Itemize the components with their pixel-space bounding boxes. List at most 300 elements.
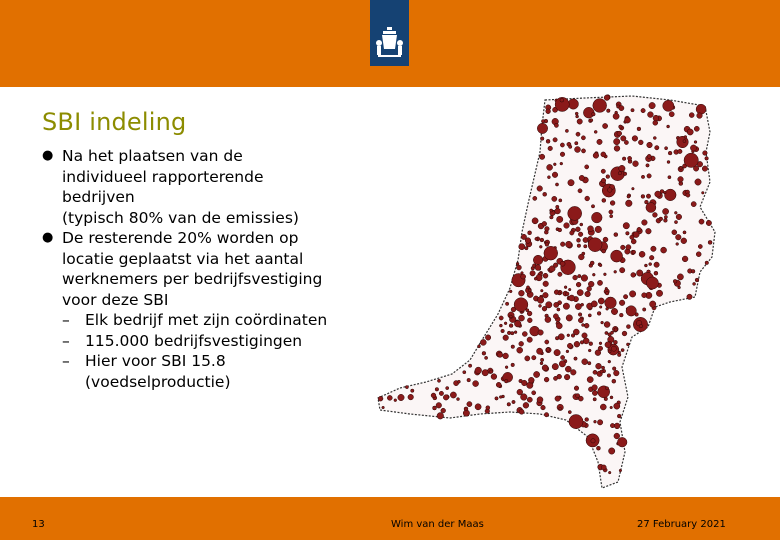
company-location-dot <box>653 213 658 218</box>
company-location-dot <box>632 187 635 190</box>
company-location-dot <box>537 297 544 304</box>
company-location-dot <box>561 355 565 359</box>
company-location-dot <box>550 209 553 212</box>
company-location-dot <box>604 397 608 401</box>
company-location-dot <box>612 379 616 383</box>
company-location-dot <box>537 123 547 133</box>
company-location-dot <box>610 406 613 409</box>
company-location-dot <box>541 120 544 123</box>
company-location-dot <box>547 164 553 170</box>
company-location-dot <box>568 180 574 186</box>
company-location-dot <box>672 230 677 235</box>
company-location-dot <box>619 106 624 111</box>
company-location-dot <box>532 391 536 395</box>
company-location-dot <box>601 465 606 470</box>
company-location-dot <box>686 193 690 197</box>
company-location-dot <box>545 227 550 232</box>
company-location-dot <box>535 237 538 240</box>
subbullet-line: 115.000 bedrijfsvestigingen <box>85 331 303 350</box>
company-location-dot <box>605 331 608 334</box>
company-location-dot <box>582 252 585 255</box>
company-location-dot <box>499 396 502 399</box>
company-location-dot <box>691 202 696 207</box>
company-location-dot <box>650 301 656 307</box>
company-location-dot <box>540 137 544 141</box>
bullet-line: voor deze SBI <box>62 290 169 309</box>
company-location-dot <box>653 115 659 121</box>
company-location-dot <box>664 219 668 223</box>
company-location-dot <box>576 394 580 398</box>
company-location-dot <box>439 391 443 395</box>
company-location-dot <box>581 275 588 282</box>
company-location-dot <box>582 333 587 338</box>
company-location-dot <box>537 186 543 192</box>
company-location-dot <box>546 139 550 143</box>
company-location-dot <box>655 191 661 197</box>
bullet-item <box>42 228 382 310</box>
company-location-dot <box>486 406 490 410</box>
company-location-dot <box>583 237 588 242</box>
company-location-dot <box>575 142 578 145</box>
company-location-dot <box>619 313 623 317</box>
company-location-dot <box>567 334 570 337</box>
company-location-dot <box>606 307 609 310</box>
company-location-dot <box>578 232 583 237</box>
company-location-dot <box>535 265 541 271</box>
company-location-dot <box>577 290 583 296</box>
company-location-dot <box>475 367 482 374</box>
company-location-dot <box>507 403 511 407</box>
company-location-dot <box>588 238 602 252</box>
company-location-dot <box>589 342 593 346</box>
company-location-dot <box>431 393 436 398</box>
company-location-dot <box>575 147 581 153</box>
company-location-dot <box>593 370 597 374</box>
company-location-dot <box>485 356 488 359</box>
footer-date: 27 February 2021 <box>637 519 726 530</box>
company-location-dot <box>539 304 542 307</box>
company-location-dot <box>653 137 656 140</box>
company-location-dot <box>537 348 543 354</box>
company-location-dot <box>491 374 497 380</box>
company-location-dot <box>570 231 574 235</box>
company-location-dot <box>684 136 687 139</box>
company-location-dot <box>566 350 569 353</box>
company-location-dot <box>655 146 659 150</box>
bullet-line: De resterende 20% worden op <box>62 229 299 247</box>
company-location-dot <box>463 371 466 374</box>
company-location-dot <box>646 277 658 289</box>
company-location-dot <box>696 104 706 114</box>
company-location-dot <box>698 244 702 248</box>
company-location-dot <box>599 342 602 345</box>
company-location-dot <box>516 265 521 270</box>
bullet-dot-icon: ● <box>42 230 54 245</box>
company-location-dot <box>614 423 620 429</box>
company-location-dot <box>623 295 627 299</box>
company-location-dot <box>539 245 542 248</box>
company-location-dot <box>689 113 694 118</box>
company-location-dot <box>565 366 571 372</box>
company-location-dot <box>592 390 597 395</box>
company-location-dot <box>639 324 643 328</box>
company-location-dot <box>600 404 606 410</box>
company-location-dot <box>499 324 502 327</box>
company-location-dot <box>577 244 581 248</box>
company-location-dot <box>639 251 645 257</box>
company-location-dot <box>681 238 687 244</box>
company-location-dot <box>610 396 613 399</box>
subbullet-line: (voedselproductie) <box>85 372 231 391</box>
company-location-dot <box>575 112 578 115</box>
company-location-dot <box>441 408 446 413</box>
company-location-dot <box>667 161 670 164</box>
bullet-line: bedrijven <box>62 188 135 206</box>
company-location-dot <box>527 397 532 402</box>
company-location-dot <box>503 353 509 359</box>
company-location-dot <box>632 250 636 254</box>
company-location-dot <box>649 255 654 260</box>
company-location-dot <box>598 298 604 304</box>
company-location-dot <box>626 245 631 250</box>
company-location-dot <box>678 177 684 183</box>
company-location-dot <box>649 102 655 108</box>
company-location-dot <box>656 290 662 296</box>
company-location-dot <box>601 169 605 173</box>
company-location-dot <box>608 471 611 474</box>
subbullet-item <box>42 331 382 352</box>
company-location-dot <box>641 195 645 199</box>
company-location-dot <box>607 109 611 113</box>
company-location-dot <box>643 308 646 311</box>
company-location-dot <box>557 308 560 311</box>
company-location-dot <box>566 241 572 247</box>
company-location-dot <box>654 271 658 275</box>
bullet-line: Na het plaatsen van de <box>62 147 243 165</box>
company-location-dot <box>555 208 561 214</box>
company-location-dot <box>687 129 693 135</box>
company-location-dot <box>621 245 626 250</box>
company-location-dot <box>556 323 562 329</box>
company-location-dot <box>697 113 703 119</box>
company-location-dot <box>577 119 582 124</box>
company-location-dot <box>614 433 620 439</box>
company-location-dot <box>540 238 544 242</box>
company-location-dot <box>505 302 508 305</box>
company-location-dot <box>695 179 701 185</box>
company-location-dot <box>528 377 534 383</box>
company-location-dot <box>553 263 558 268</box>
company-location-dot <box>541 289 544 292</box>
company-location-dot <box>683 140 686 143</box>
company-location-dot <box>533 255 543 265</box>
bullet-dot-icon: ● <box>42 148 54 163</box>
company-location-dot <box>436 403 442 409</box>
company-location-dot <box>558 228 562 232</box>
company-location-dot <box>468 364 471 367</box>
company-location-dot <box>446 387 449 390</box>
company-location-dot <box>627 195 630 198</box>
company-location-dot <box>674 221 677 224</box>
company-location-dot <box>605 291 609 295</box>
company-location-dot <box>646 194 650 198</box>
company-location-dot <box>553 376 557 380</box>
subbullet-item <box>42 351 382 392</box>
company-location-dot <box>564 374 570 380</box>
company-location-dot <box>610 331 613 334</box>
company-location-dot <box>647 154 651 158</box>
company-location-dot <box>702 166 707 171</box>
company-location-dot <box>614 146 620 152</box>
company-location-dot <box>559 407 562 410</box>
company-location-dot <box>585 291 591 297</box>
company-location-dot <box>618 351 621 354</box>
company-location-dot <box>525 247 528 250</box>
company-location-dot <box>578 274 581 277</box>
company-location-dot <box>542 221 547 226</box>
footer-author: Wim van der Maas <box>391 519 484 530</box>
company-location-dot <box>609 210 613 214</box>
company-location-dot <box>457 380 460 383</box>
company-location-dot <box>504 379 508 383</box>
company-location-dot <box>621 136 626 141</box>
company-location-dot <box>511 363 515 367</box>
company-location-dot <box>519 341 524 346</box>
company-location-dot <box>556 205 559 208</box>
company-location-dot <box>553 138 557 142</box>
company-location-dot <box>668 151 672 155</box>
company-location-dot <box>644 264 647 267</box>
company-location-dot <box>516 262 519 265</box>
company-location-dot <box>705 157 709 161</box>
company-location-dot <box>585 196 590 201</box>
company-location-dot <box>547 176 550 179</box>
company-location-dot <box>509 324 513 328</box>
company-location-dot <box>587 286 592 291</box>
company-location-dot <box>411 389 414 392</box>
company-location-dot <box>558 272 562 276</box>
company-location-dot <box>604 273 607 276</box>
company-location-dot <box>596 446 600 450</box>
company-location-dot <box>678 286 681 289</box>
company-location-dot <box>605 297 617 309</box>
company-location-dot <box>408 394 414 400</box>
company-location-dot <box>568 99 578 109</box>
company-location-dot <box>527 318 532 323</box>
company-location-dot <box>584 245 587 248</box>
company-location-dot <box>554 302 559 307</box>
company-location-dot <box>574 357 577 360</box>
company-location-dot <box>631 109 634 112</box>
company-location-dot <box>626 343 629 346</box>
company-location-dot <box>514 298 528 312</box>
company-location-dot <box>482 351 486 355</box>
company-location-dot <box>576 132 580 136</box>
company-location-dot <box>622 331 627 336</box>
company-location-dot <box>617 437 627 447</box>
company-location-dot <box>605 342 611 348</box>
company-location-dot <box>583 338 589 344</box>
company-location-dot <box>597 280 602 285</box>
company-location-dot <box>560 162 563 165</box>
company-location-dot <box>574 386 579 391</box>
company-location-dot <box>618 172 621 175</box>
company-location-dot <box>501 329 505 333</box>
company-location-dot <box>645 200 649 204</box>
company-location-dot <box>545 243 549 247</box>
company-location-dot <box>578 313 582 317</box>
company-location-dot <box>585 418 589 422</box>
company-location-dot <box>505 366 508 369</box>
company-location-dot <box>443 395 448 400</box>
company-location-dot <box>661 247 667 253</box>
company-location-dot <box>592 212 603 223</box>
company-location-dot <box>602 366 605 369</box>
header-bar <box>0 0 780 87</box>
company-location-dot <box>603 123 608 128</box>
company-location-dot <box>617 414 621 418</box>
company-location-dot <box>566 315 572 321</box>
company-location-dot <box>593 153 599 159</box>
company-location-dot <box>546 348 550 352</box>
company-location-dot <box>545 317 551 323</box>
company-location-dot <box>647 174 651 178</box>
company-location-dot <box>545 340 549 344</box>
company-location-dot <box>554 349 560 355</box>
company-location-dot <box>527 311 532 316</box>
company-location-dot <box>614 138 620 144</box>
company-location-dot <box>519 315 525 321</box>
company-location-dot <box>687 294 692 299</box>
company-location-dot <box>625 117 631 123</box>
company-location-dot <box>522 332 527 337</box>
company-location-dot <box>578 189 582 193</box>
company-location-dot <box>588 281 594 287</box>
company-location-dot <box>569 415 583 429</box>
company-location-dot <box>495 397 498 400</box>
slide-title: SBI indeling <box>42 108 187 136</box>
dash-icon: – <box>62 311 70 329</box>
company-location-dot <box>480 339 486 345</box>
company-location-dot <box>668 176 671 179</box>
company-location-dot <box>567 343 572 348</box>
company-location-dot <box>595 226 602 233</box>
company-location-dot <box>610 201 615 206</box>
company-location-dot <box>594 420 597 423</box>
company-location-dot <box>651 246 656 251</box>
company-location-dot <box>539 154 544 159</box>
company-location-dot <box>641 108 645 112</box>
company-location-dot <box>659 217 663 221</box>
bullet-item <box>42 146 382 228</box>
company-location-dot <box>604 95 610 101</box>
company-location-dot <box>624 140 628 144</box>
company-location-dot <box>509 290 512 293</box>
company-location-dot <box>528 289 531 292</box>
company-location-dot <box>580 223 583 226</box>
company-location-dot <box>619 125 623 129</box>
footer-bar <box>0 497 780 540</box>
company-location-dot <box>590 119 593 122</box>
company-location-dot <box>576 115 579 118</box>
company-location-dot <box>558 334 564 340</box>
company-location-dot <box>581 149 585 153</box>
company-location-dot <box>560 98 564 102</box>
company-location-dot <box>626 200 633 207</box>
company-location-dot <box>565 292 569 296</box>
company-location-dot <box>609 448 615 454</box>
company-location-dot <box>437 379 440 382</box>
map-outline <box>378 96 715 488</box>
company-location-dot <box>450 392 456 398</box>
company-location-dot <box>581 136 585 140</box>
company-location-dot <box>674 211 677 214</box>
company-location-dot <box>579 175 584 180</box>
company-location-dot <box>565 129 568 132</box>
company-location-dot <box>564 223 570 229</box>
company-location-dot <box>630 235 634 239</box>
company-location-dot <box>663 208 669 214</box>
company-location-dot <box>608 350 611 353</box>
company-location-dot <box>563 303 569 309</box>
company-location-dot <box>591 205 594 208</box>
company-location-dot <box>464 407 468 411</box>
company-location-dot <box>544 246 558 260</box>
company-location-dot <box>614 233 618 237</box>
company-location-dot <box>564 286 567 289</box>
company-location-dot <box>521 234 526 239</box>
company-location-dot <box>648 112 654 118</box>
company-location-dot <box>591 439 595 443</box>
company-location-dot <box>517 389 523 395</box>
company-location-dot <box>537 397 543 403</box>
company-location-dot <box>523 402 529 408</box>
company-location-dot <box>555 396 560 401</box>
company-location-dot <box>543 281 549 287</box>
company-location-dot <box>522 380 528 386</box>
company-location-dot <box>632 136 638 142</box>
company-location-dot <box>612 367 616 371</box>
company-location-dot <box>437 413 444 420</box>
company-location-dot <box>588 226 594 232</box>
company-location-dot <box>693 282 696 285</box>
company-location-dot <box>482 370 488 376</box>
company-location-dot <box>621 349 624 352</box>
company-location-dot <box>606 175 610 179</box>
company-location-dot <box>571 370 577 376</box>
company-location-dot <box>694 141 697 144</box>
company-location-dot <box>521 274 526 279</box>
company-location-dot <box>667 125 670 128</box>
company-location-dot <box>560 242 565 247</box>
company-location-dot <box>534 371 540 377</box>
company-location-dot <box>584 323 589 328</box>
company-location-dot <box>638 140 643 145</box>
company-location-dot <box>664 215 667 218</box>
company-location-dot <box>533 196 537 200</box>
company-location-dot <box>552 172 558 178</box>
company-location-dot <box>614 328 618 332</box>
company-location-dot <box>582 324 585 327</box>
company-location-dot <box>611 346 616 351</box>
company-location-dot <box>435 388 439 392</box>
company-location-dot <box>619 300 625 306</box>
company-location-dot <box>620 268 625 273</box>
company-location-dot <box>593 99 607 113</box>
company-location-dot <box>394 399 397 402</box>
company-location-dot <box>593 398 596 401</box>
company-location-dot <box>642 220 648 226</box>
